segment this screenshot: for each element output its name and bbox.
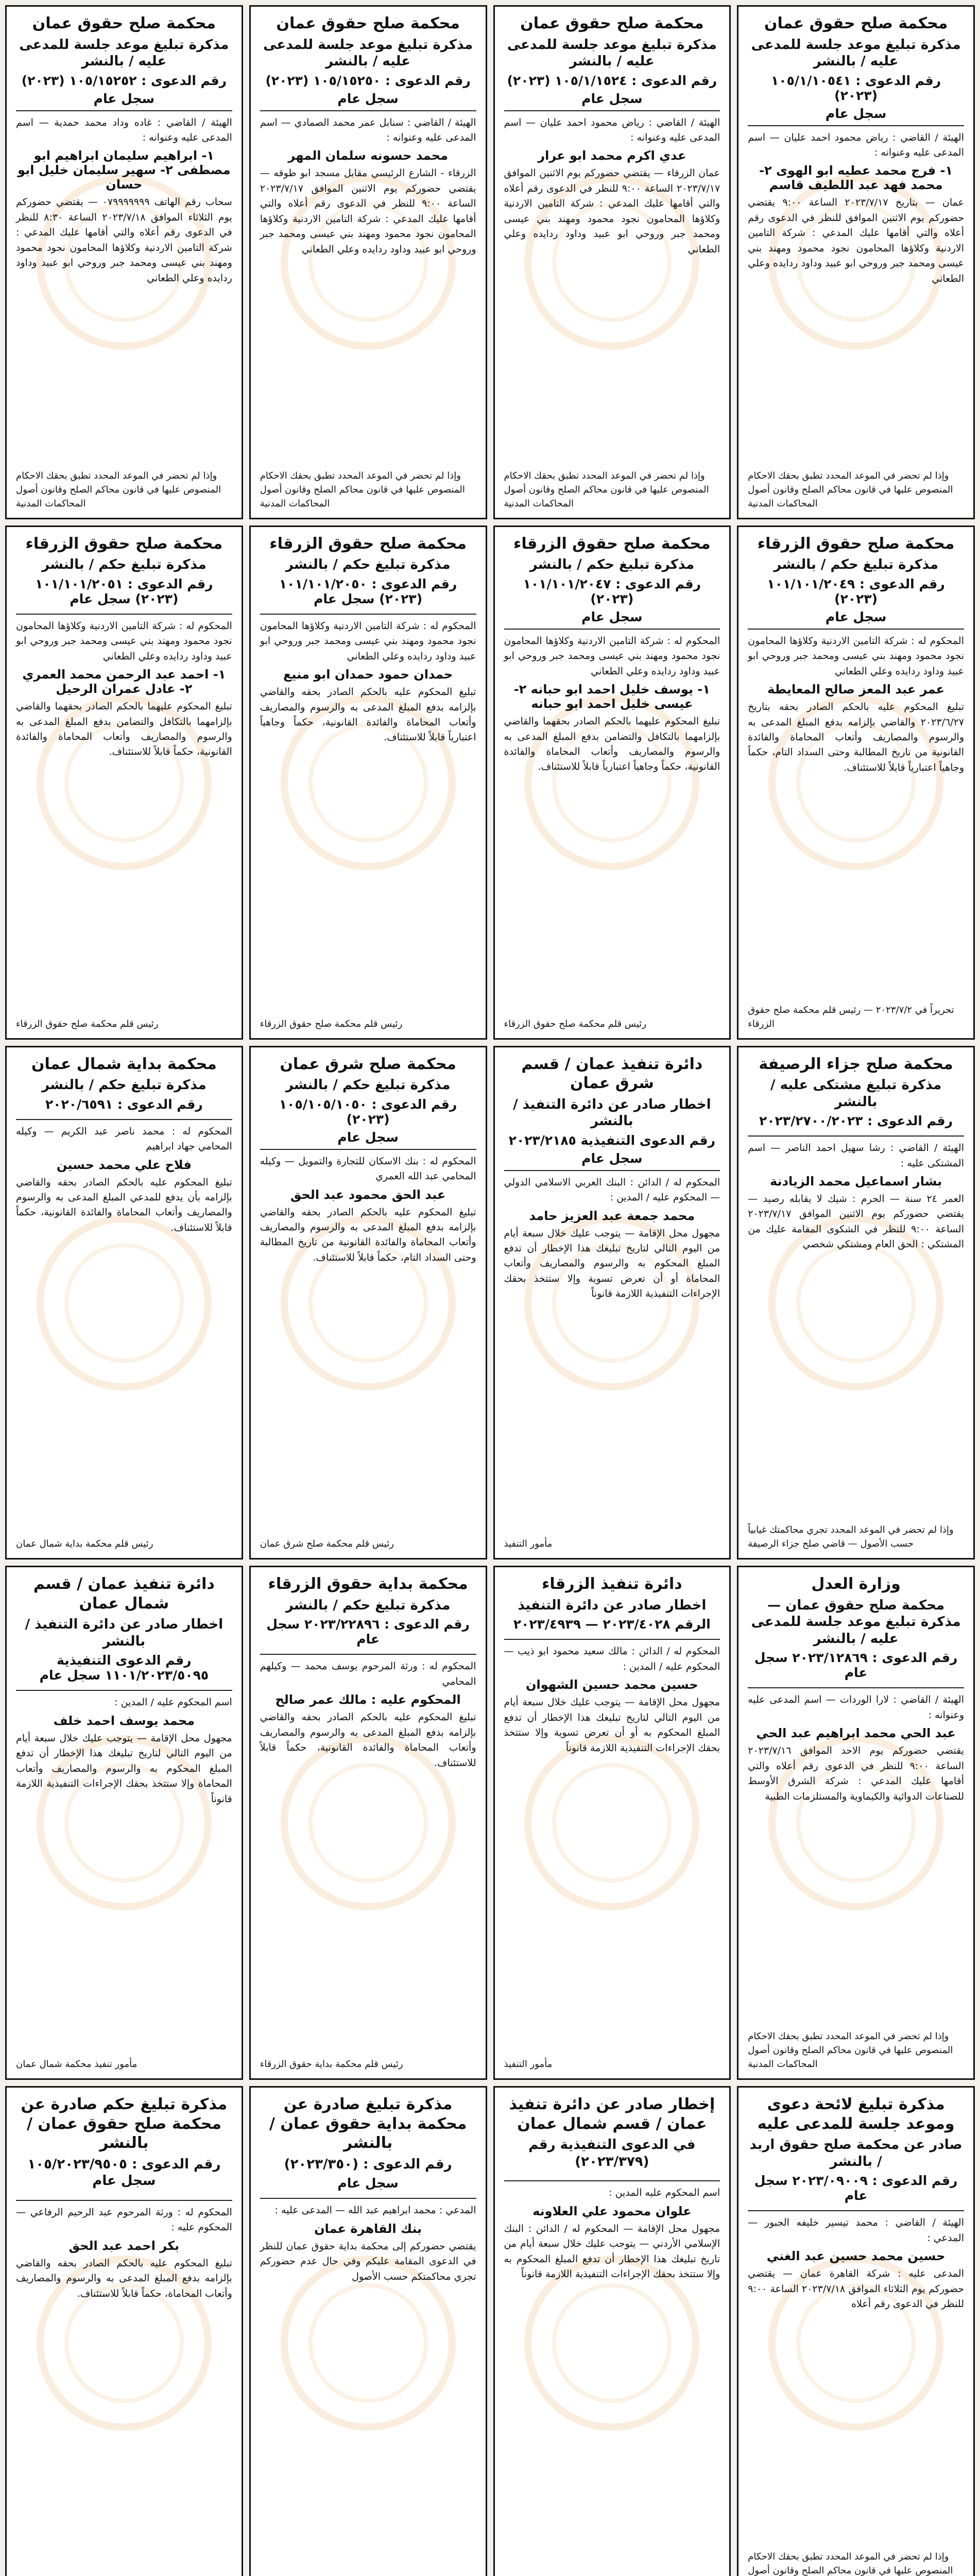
legal-notice	[5, 1566, 243, 2080]
case-number: رقم الدعوى : ١٠٥/١٥٢٥٢ (٢٠٢٣)	[21, 73, 227, 88]
notice-title: مذكرة تبليغ لائحة دعوى وموعد جلسة للمدعى عليه	[757, 2095, 955, 2133]
notice-body: المحكوم له : شركة التامين الاردنية وكلاؤها المحامون نجود محمود ومهند بني عيسى ومحمد جبر وروحي ابو عبيد وداود ردايده وعلي الطعاني	[748, 635, 964, 677]
notice-subtitle: مذكرة تبليغ موعد جلسة للمدعى عليه / بالنشر	[263, 37, 473, 69]
divider	[260, 2198, 476, 2199]
divider	[260, 614, 476, 615]
notice-footer: وإذا لم تحضر في الموعد المحدد تطبق بحقك الاحكام المنصوص عليها في قانون محاكم الصلح وقانون أصول المحاكمات المدنية	[504, 470, 709, 509]
party-names: علوان محمود علي العلاونه	[532, 2204, 692, 2218]
party-names: المحكوم عليه : مالك عمر صالح	[275, 1692, 461, 1707]
notice-title: محكمة صلح حقوق الزرقاء	[757, 534, 955, 553]
notice-details: تبليغ المحكوم عليه بالحكم الصادر بحقه بتاريخ ٢٠٢٣/٦/٢٧ والقاضي بإلزامه بدفع المبلغ المدعى به والرسوم والمصاريف وأتعاب المحاماة والفائدة القانونية من تاريخ المطالبة وحتى السداد التام، حكماً وجاهياً اعتبارياً قابلاً للاستئناف.	[748, 701, 964, 773]
watermark-seal	[524, 1735, 699, 1910]
notice-footer: رئيس قلم محكمة بداية شمال عمان	[16, 1538, 153, 1550]
notice-body: المحكوم له : شركة التامين الاردنية وكلاؤها المحامون نجود محمود ومهند بني عيسى ومحمد جبر وروحي ابو عبيد وداود ردايده وعلي الطعاني	[504, 635, 720, 677]
case-number: رقم الدعوى : ١٠٥/١/١٠٥٤١ (٢٠٢٣)	[771, 73, 941, 103]
notice-body: اسم المحكوم عليه المدين :	[609, 2187, 720, 2199]
notice-subtitle: مذكرة تبليغ موعد جلسة للمدعى عليه / بالنشر	[19, 37, 229, 69]
party-names: محمد حسونه سلمان المهر	[288, 148, 448, 163]
notice-title: محكمة بداية شمال عمان	[31, 1055, 217, 1073]
notice-title: محكمة صلح حقوق عمان	[32, 14, 216, 32]
record-label: سجل عام	[825, 609, 887, 624]
notice-details: مجهول محل الإقامة — يتوجب عليك خلال سبعة أيام من اليوم التالي لتاريخ تبليغك هذا الإخطار أن تدفع المبلغ المحكوم به والرسوم والمصاريف وأتعاب المحاماة وإلا ستتخذ بحقك الإجراءات التنفيذية اللازمة قانوناً	[16, 1732, 232, 1805]
case-number: رقم الدعوى : ٢٠٢٠/٦٥٩١	[45, 1096, 203, 1112]
notice-details: تبليغ المحكوم عليهما بالحكم الصادر بحقهما والقاضي بإلزامهما بالتكافل والتضامن بدفع المبلغ المدعى به والرسوم والمصاريف وأتعاب المحاماة والفائدة القانونية، حكماً وجاهياً اعتبارياً قابلاً للاستئناف.	[504, 716, 720, 773]
notice-subtitle: مذكرة تبليغ حكم / بالنشر	[285, 1077, 451, 1093]
notice-body: اسم المحكوم عليه / المدين :	[114, 1697, 232, 1708]
case-number: رقم الدعوى : ١٠٥/١٥٢٥٠ (٢٠٢٣)	[265, 73, 471, 88]
legal-notice	[249, 526, 487, 1040]
party-names: بشار اسماعيل محمد الزيادنة	[770, 1174, 942, 1189]
legal-notice	[5, 2086, 243, 2576]
party-names: حسين محمد حسين عبد الغني	[766, 2249, 945, 2264]
notice-footer: تحريراً في ٢٠٢٣/٧/٢ — رئيس قلم محكمة صلح حقوق الزرقاء	[748, 1004, 954, 1029]
notice-title: محكمة صلح حقوق الزرقاء	[513, 534, 711, 553]
case-number: رقم الدعوى التنفيذية ٢٠٢٣/٢١٨٥	[508, 1132, 716, 1148]
notice-body: المدعي : محمد ابراهيم عبد الله — المدعى عليه :	[274, 2205, 476, 2216]
legal-notice	[493, 1566, 731, 2080]
watermark-seal	[37, 1215, 212, 1391]
notice-title: دائرة تنفيذ الزرقاء	[542, 1575, 682, 1594]
notice-footer: وإذا لم تحضر في الموعد المحدد تطبق بحقك الاحكام المنصوص عليها في قانون محاكم الصلح وقانون أصول المحاكمات المدنية	[260, 470, 465, 509]
party-names: ١- يوسف خليل احمد ابو حبانه ٢- عيسى خليل احمد ابو حبانه	[513, 682, 711, 711]
party-names: عمر عبد المعز صالح المعايطة	[767, 682, 945, 697]
notice-details: تبليغ المحكوم عليهما بالحكم الصادر بحقهما والقاضي بإلزامهما بالتكافل والتضامن بدفع المبلغ المدعى به والرسوم والمصاريف وأتعاب المحاماة والفائدة القانونية، حكماً قابلاً للاستئناف.	[16, 701, 232, 758]
notice-footer: وإذا لم تحضر في الموعد المحدد تطبق بحقك الاحكام المنصوص عليها في قانون محاكم الصلح وقانون أصول المحاكمات المدنية	[16, 470, 221, 509]
party-names: ١- ابراهيم سليمان ابراهيم ابو مصطفى ٢- سهير سليمان خليل ابو حسان	[18, 148, 231, 192]
notice-details: مجهول محل الإقامة — يتوجب عليك خلال سبعة أيام من اليوم التالي لتاريخ تبليغك هذا الإخطار أن تدفع المبلغ المحكوم به والرسوم والمصاريف وأتعاب المحاماة أو أن تعرض تسوية وإلا ستتخذ بحقك الإجراءات التنفيذية اللازمة قانوناً	[504, 1227, 720, 1300]
notice-body: المحكوم له / الدائن : مالك سعيد محمود ابو ذيب — المحكوم عليه / المدين :	[504, 1646, 720, 1672]
notice-title: محكمة بداية حقوق الزرقاء	[268, 1575, 468, 1594]
notice-details: مجهول محل الإقامة — يتوجب عليك خلال سبعة أيام من اليوم التالي لتاريخ تبليغك هذا الإخطار أن تدفع المبلغ المحكوم به أو أن تعرض تسوية وإلا ستتخذ بحقك الإجراءات التنفيذية اللازمة قانوناً	[504, 1697, 720, 1754]
notice-subtitle: اخطار صادر عن دائرة التنفيذ / بالنشر	[513, 1096, 711, 1129]
notice-title: مذكرة تبليغ صادرة عن محكمة بداية حقوق عمان / بالنشر	[269, 2095, 467, 2153]
divider	[748, 1136, 964, 1137]
notice-footer: رئيس قلم محكمة صلح حقوق الزرقاء	[504, 1018, 647, 1029]
legal-notice	[737, 2086, 975, 2576]
case-number: رقم الدعوى : ١٠٥/١/١٥٢٤ (٢٠٢٣)	[507, 73, 717, 88]
party-names: حمدان حمود حمدان ابو منيع	[283, 667, 453, 682]
notice-footer: مأمور التنفيذ	[504, 1538, 553, 1550]
legal-notice	[249, 2086, 487, 2576]
divider	[504, 1170, 720, 1171]
notice-title: محكمة صلح حقوق عمان	[276, 14, 460, 32]
legal-notice	[493, 1046, 731, 1560]
notice-subtitle: رقم الدعوى : ١٠٥/٢٠٢٣/٩٥٠٥ سجل عام	[27, 2156, 221, 2189]
record-label: سجل عام	[93, 91, 155, 106]
notice-details: تبليغ المحكوم عليه بالحكم الصادر بحقه والقاضي بإلزامه بدفع المبلغ المدعى به والرسوم والمصاريف وأتعاب المحاماة، حكماً قابلاً للاستئناف.	[16, 2257, 232, 2299]
record-label: سجل عام	[581, 609, 643, 624]
case-number: رقم الدعوى : ٢٠٢٣/٢٢٨٩٦ سجل عام	[266, 1617, 470, 1647]
legal-notice	[249, 1566, 487, 2080]
notice-details: عمان الزرقاء — يقتضي حضوركم يوم الاثنين الموافق ٢٠٢٣/٧/١٧ الساعة ٩:٠٠ للنظر في الدعوى رقم أعلاه والتي أقامها عليك المدعي : شركة التامين الاردنية وكلاؤها المحامون نجود محمود ومهند بني عيسى ومحمد جبر وروحي ابو عبيد وداود ردايده وعلي الطعاني	[504, 167, 720, 255]
record-label: سجل عام	[581, 91, 643, 106]
case-number: رقم الدعوى : ٢٠٢٣/١٢٨٦٩ سجل عام	[754, 1650, 958, 1681]
divider	[504, 629, 720, 630]
notice-subtitle: مذكرة تبليغ حكم / بالنشر	[285, 1597, 451, 1613]
notice-body: المحكوم له : ورثة المرحوم يوسف محمد — وكيلهم المحامي	[260, 1660, 476, 1687]
party-names: بكر احمد عبد الحق	[68, 2238, 180, 2253]
legal-notice	[5, 526, 243, 1040]
notice-subtitle: مذكرة تبليغ حكم / بالنشر	[42, 1077, 207, 1093]
legal-notice	[249, 5, 487, 519]
notice-footer: وإذا لم تحضر في الموعد المحدد تطبق بحقك الاحكام المنصوص عليها في قانون محاكم الصلح وقانون أصول المحاكمات المدنية	[748, 470, 953, 509]
notice-footer: رئيس قلم محكمة صلح حقوق الزرقاء	[16, 1018, 159, 1029]
notice-title: دائرة تنفيذ عمان / قسم شرق عمان	[521, 1055, 703, 1093]
notice-subtitle: مذكرة تبليغ حكم / بالنشر	[529, 557, 695, 573]
notice-title: محكمة صلح حقوق عمان	[764, 14, 948, 32]
divider	[260, 1149, 476, 1150]
notice-title: مذكرة تبليغ حكم صادرة عن محكمة صلح حقوق عمان / بالنشر	[21, 2095, 228, 2153]
notice-body: الهيئة / القاضي : رشا سهيل احمد الناصر — اسم المشتكى عليه :	[748, 1142, 964, 1169]
case-number: رقم الدعوى : ١٠١/١٠١/٢٠٥٠ (٢٠٢٣) سجل عام	[279, 576, 457, 606]
notice-subtitle: في الدعوى التنفيذية رقم (٢٠٢٣/٣٧٩)	[528, 2137, 696, 2170]
legal-notice	[737, 526, 975, 1040]
legal-notice	[737, 1046, 975, 1560]
party-names: بنك القاهرة عمان	[314, 2221, 422, 2236]
notice-body: المحكوم له : شركة التامين الاردنية وكلاؤها المحامون نجود محمود ومهند بني عيسى ومحمد جبر وروحي ابو عبيد وداود ردايده وعلي الطعاني	[16, 620, 232, 662]
notice-body: المحكوم له : بنك الاسكان للتجارة والتمويل — وكيله المحامي عبد الله العمري	[260, 1155, 476, 1182]
notice-body: المحكوم له / الدائن : البنك العربي الاسلامي الدولي — المحكوم عليه / المدين :	[504, 1176, 720, 1204]
party-names: محمد جمعة عبد العزيز حامد	[529, 1208, 695, 1223]
notice-title: محكمة صلح شرق عمان	[280, 1055, 456, 1073]
divider	[260, 110, 476, 111]
notice-subtitle: صادر عن محكمة صلح حقوق اربد / بالنشر	[749, 2137, 962, 2170]
notice-body: الهيئة / القاضي : غاده وداد محمد حمدية — اسم المدعى عليه وعنوانه :	[16, 116, 232, 143]
party-names: حسين محمد حسين الشهوان	[526, 1677, 698, 1692]
notice-details: سحاب رقم الهاتف ٠٧٩٩٩٩٩٩٩ — يقتضي حضوركم يوم الثلاثاء الموافق ٢٠٢٣/٧/١٨ الساعة ٨:٣٠ للنظر في الدعوى رقم أعلاه والتي أقامها عليك المدعي : شركة التامين الاردنية وكلاؤها المحامون نجود محمود ومهند بني عيسى ومحمد جبر وروحي ابو عبيد وداود ردايده وعلي الطعاني	[16, 196, 232, 284]
legal-notice	[737, 1566, 975, 2080]
notice-body: الهيئة / القاضي : لارا الوردات — اسم المدعى عليه وعنوانه :	[748, 1694, 964, 1721]
party-names: عدي اكرم محمد ابو عرار	[538, 148, 686, 163]
notice-title: محكمة صلح جزاء الرصيفة	[759, 1055, 953, 1073]
notice-details: عمان — بتاريخ ٢٠٢٣/٧/١٧ الساعة ٩:٠٠ يقتضي حضوركم يوم الاثنين الموافق للنظر في الدعوى رقم أعلاه والتي أقامها عليك المدعي : شركة التامين الاردنية وكلاؤها المحامون نجود محمود ومهند بني عيسى ومحمد جبر وروحي ابو عبيد وداود ردايده وعلي الطعاني	[748, 197, 964, 284]
notice-details: تبليغ المحكوم عليه بالحكم الصادر بحقه والقاضي بإلزامه بدفع المبلغ المدعى به والرسوم والمصاريف وأتعاب المحاماة والفائدة القانونية من تاريخ المطالبة وحتى السداد التام، حكماً قابلاً للاستئناف.	[260, 1206, 476, 1263]
party-names: عبد الحي محمد ابراهيم عبد الحي	[756, 1726, 956, 1741]
notice-details: مجهول محل الإقامة — المحكوم له / الدائن : البنك الإسلامي الأردني — يتوجب عليك خلال سبعة أيام من تاريخ تبليغك هذا الإخطار أن تدفع المبلغ المحكوم به وإلا ستتخذ بحقك الإجراءات التنفيذية اللازمة قانوناً	[504, 2223, 720, 2280]
notice-subtitle: محكمة صلح حقوق عمان — مذكرة تبليغ موعد جلسة للمدعى عليه / بالنشر	[751, 1597, 961, 1647]
legal-notice	[493, 2086, 731, 2576]
notice-body: الهيئة / القاضي : محمد تيسير خليفه الجبور — المدعي :	[748, 2217, 964, 2244]
notice-footer: وإذا لم تحضر في الموعد المحدد تطبق بحقك الاحكام المنصوص عليها في قانون محاكم الصلح وقانون أصول	[748, 2551, 953, 2576]
notice-title: محكمة صلح حقوق الزرقاء	[25, 534, 223, 553]
notice-body: الهيئة / القاضي : رياض محمود احمد عليان — اسم المدعى عليه وعنوانه :	[504, 116, 720, 143]
notice-title: إخطار صادر عن دائرة تنفيذ عمان / قسم شمال عمان	[509, 2095, 715, 2133]
case-number: الرقم ٢٠٢٣/٤٠٢٨ — ٢٠٢٣/٤٩٣٩	[513, 1617, 711, 1632]
notice-details: المدعى عليه : شركة القاهرة عمان — يقتضي حضوركم يوم الثلاثاء الموافق ٢٠٢٣/٧/١٨ الساعة ٩:٠٠ للنظر في الدعوى رقم أعلاه	[748, 2268, 964, 2310]
case-number: رقم الدعوى التنفيذية ١١٠١/٢٠٢٣/٥٠٩٥ سجل عام	[39, 1653, 209, 1683]
legal-notice	[737, 5, 975, 519]
divider	[16, 1690, 232, 1691]
divider	[504, 110, 720, 111]
record-label: سجل عام	[825, 106, 887, 121]
divider	[16, 2200, 232, 2201]
case-number: رقم الدعوى : ٢٠٢٣/٠٩٠٠٩ سجل عام	[754, 2173, 958, 2204]
notice-footer: رئيس قلم محكمة صلح شرق عمان	[260, 1538, 394, 1550]
case-number: رقم الدعوى : ١٠١/١٠١/٢٠٥١ (٢٠٢٣) سجل عام	[35, 576, 213, 606]
notice-subtitle: مذكرة تبليغ حكم / بالنشر	[773, 557, 938, 573]
record-label: سجل عام	[337, 91, 399, 106]
notice-footer: رئيس قلم محكمة صلح حقوق الزرقاء	[260, 1018, 403, 1029]
divider	[16, 614, 232, 615]
notice-footer: وإذا لم تحضر في الموعد المحدد تطبق بحقك الاحكام المنصوص عليها في قانون محاكم الصلح وقانون أصول المحاكمات المدنية	[748, 2031, 953, 2070]
case-number: رقم الدعوى : ١٠١/١٠١/٢٠٤٩ (٢٠٢٣)	[767, 576, 945, 606]
notice-details: تبليغ المحكوم عليه بالحكم الصادر بحقه والقاضي بإلزامه بدفع المبلغ المدعى به والرسوم والمصاريف وأتعاب المحاماة والفائدة القانونية، حكماً وجاهياً اعتبارياً قابلاً للاستئناف.	[260, 686, 476, 743]
notice-subtitle: اخطار صادر عن دائرة التنفيذ / بالنشر	[25, 1617, 223, 1649]
case-number: رقم الدعوى : ١٠١/١٠١/٢٠٤٧ (٢٠٢٣)	[523, 576, 701, 606]
notice-body: المحكوم له : شركة التامين الاردنية وكلاؤها المحامون نجود محمود ومهند بني عيسى ومحمد جبر وروحي ابو عبيد وداود ردايده وعلي الطعاني	[260, 620, 476, 662]
notice-subtitle: اخطار صادر عن دائرة التنفيذ	[518, 1597, 707, 1613]
divider	[748, 629, 964, 630]
party-names: فلاح علي محمد حسين	[56, 1157, 192, 1172]
notice-body: المحكوم له : ورثة المرحوم عبد الرحيم الرفاعي — المحكوم عليه :	[16, 2206, 232, 2233]
notice-footer: وإذا لم تحضر في الموعد المحدد تجري محاكمتك غيابياً حسب الأصول — قاضي صلح جزاء الرصيفة	[748, 1524, 954, 1550]
notice-details: يقتضي حضوركم يوم الاحد الموافق ٢٠٢٣/٧/١٦ الساعة ٩:٠٠ للنظر في الدعوى رقم أعلاه والتي أقامها عليك المدعي : شركة الشرق الأوسط للصناعات الدوائية والكيماوية والمستلزمات الطبية	[748, 1745, 965, 1802]
divider	[16, 110, 232, 111]
divider	[260, 1654, 476, 1655]
notice-body: المحكوم له : محمد ناصر عبد الكريم — وكيله المحامي جهاد ابراهيم	[16, 1125, 232, 1153]
notice-footer: مأمور التنفيذ	[504, 2059, 553, 2070]
notice-subtitle: مذكرة تبليغ موعد جلسة للمدعى عليه / بالنشر	[507, 37, 717, 69]
notice-body: الهيئة / القاضي : رياض محمود احمد عليان — اسم المدعى عليه وعنوانه :	[748, 131, 964, 158]
notice-title: دائرة تنفيذ عمان / قسم شمال عمان	[33, 1575, 215, 1613]
divider	[748, 2210, 964, 2211]
notice-subtitle: مذكرة تبليغ حكم / بالنشر	[42, 557, 207, 573]
divider	[504, 1639, 720, 1640]
case-number: رقم الدعوى : ٢٠٢٣/٢٧٠٠/٢٠٢٣	[759, 1113, 953, 1129]
party-names: عبد الحق محمود عبد الحق	[290, 1187, 446, 1202]
notice-footer: رئيس قلم محكمة بداية حقوق الزرقاء	[260, 2059, 403, 2070]
notice-subtitle: مذكرة تبليغ موعد جلسة للمدعى عليه / بالنشر	[751, 37, 961, 69]
divider	[748, 1687, 964, 1688]
notice-footer: مأمور تنفيذ محكمة شمال عمان	[16, 2059, 137, 2070]
party-names: ١- احمد عبد الرحمن محمد العمري ٢- عادل عمران الرحيل	[22, 667, 226, 697]
notice-details: العمر ٢٤ سنة — الجرم : شيك لا يقابله رصيد — يقتضي حضوركم يوم الاثنين الموافق ٢٠٢٣/٧/١٧ الساعة ٩:٠٠ للنظر في الشكوى المقامة عليك من المشتكي : الحق العام ومشتكي شخصي	[748, 1193, 964, 1250]
notice-title: وزارة العدل	[811, 1575, 901, 1594]
notice-subtitle: مذكرة تبليغ حكم / بالنشر	[285, 557, 451, 573]
legal-notice	[493, 526, 731, 1040]
notice-title: محكمة صلح حقوق الزرقاء	[269, 534, 467, 553]
record-label: سجل عام	[581, 1150, 643, 1166]
divider	[16, 1119, 232, 1120]
notice-details: يقتضي حضوركم إلى محكمة بداية حقوق عمان للنظر في الدعوى المقامة عليكم وفي حال عدم حضوركم تجري محاكمتكم حسب الأصول	[260, 2240, 476, 2282]
case-number: سجل عام	[337, 2176, 399, 2191]
notice-details: تبليغ المحكوم عليه بالحكم الصادر بحقه والقاضي بإلزامه بدفع المبلغ المدعى به والرسوم والمصاريف وأتعاب المحاماة والفائدة القانونية، حكماً قابلاً للاستئناف.	[260, 1711, 476, 1769]
notice-title: محكمة صلح حقوق عمان	[520, 14, 704, 32]
legal-notice	[493, 5, 731, 519]
case-number: رقم الدعوى : ١٠٥/١٠٥/١٠٥٠ (٢٠٢٣)	[279, 1096, 457, 1127]
divider	[748, 125, 964, 126]
legal-notice	[249, 1046, 487, 1560]
notice-subtitle: مذكرة تبليغ مشتكى عليه / بالنشر	[770, 1077, 942, 1110]
notice-details: تبليغ المحكوم عليه بالحكم الصادر بحقه والقاضي بإلزامه بأن يدفع للمدعي المبلغ المدعى به والرسوم والمصاريف وأتعاب المحاماة والفائدة القانونية، حكماً قابلاً للاستئناف.	[16, 1176, 232, 1233]
notice-body: الهيئة / القاضي : سنابل عمر محمد الصمادي — اسم المدعى عليه وعنوانه :	[260, 116, 476, 143]
party-names: محمد يوسف احمد خلف	[53, 1713, 195, 1728]
record-label: سجل عام	[337, 1129, 399, 1145]
legal-notice	[5, 5, 243, 519]
divider	[504, 2180, 720, 2181]
notice-subtitle: رقم الدعوى : (٢٠٢٣/٣٥٠)	[284, 2156, 452, 2172]
notice-details: الزرقاء - الشارع الرئيسي مقابل مسجد ابو طوقه — يقتضي حضوركم يوم الاثنين الموافق ٢٠٢٣/٧/١٧ الساعة ٩:٠٠ للنظر في الدعوى رقم أعلاه والتي أقامها عليك المدعي : شركة التامين الاردنية وكلاؤها المحامون نجود محمود ومهند بني عيسى ومحمد جبر وروحي ابو عبيد وداود ردايده وعلي الطعاني	[260, 167, 476, 255]
party-names: ١- فرج محمد عطيه ابو الهوى ٢- محمد فهد عبد اللطيف قاسم	[759, 163, 953, 193]
legal-notice	[5, 1046, 243, 1560]
